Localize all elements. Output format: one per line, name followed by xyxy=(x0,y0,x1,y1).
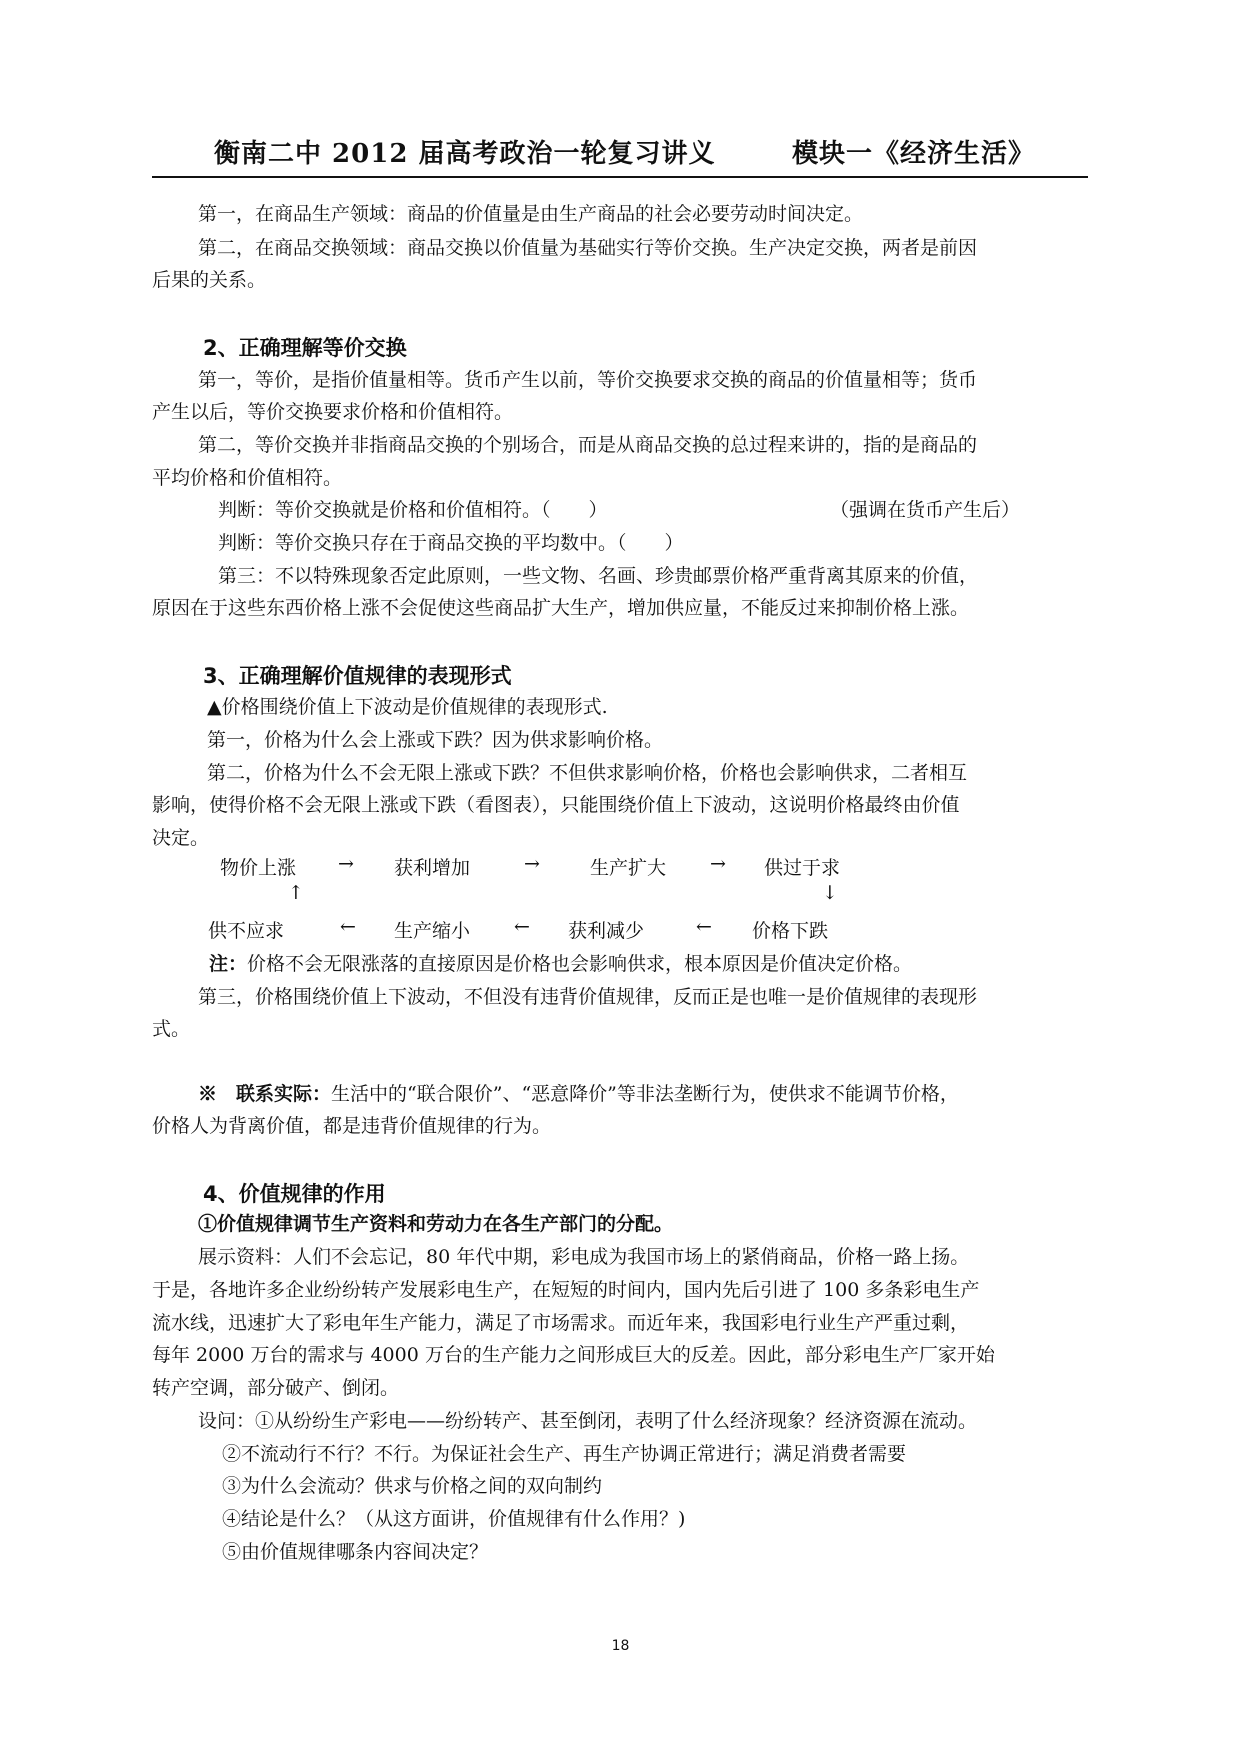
paragraph-line: 每年 2000 万台的需求与 4000 万台的生产能力之间形成巨大的反差。因此，部分彩电生产厂家开始 xyxy=(152,1344,995,1366)
flow-node: 供不应求 xyxy=(208,920,285,942)
question-line: ②不流动行不行？不行。为保证社会生产、再生产协调正常进行；满足消费者需要 xyxy=(222,1443,907,1465)
paragraph-line: 流水线，迅速扩大了彩电年生产能力，满足了市场需求。而近年来，我国彩电行业生产严重过剩， xyxy=(152,1312,970,1334)
section-heading: 3、正确理解价值规律的表现形式 xyxy=(203,664,512,688)
question-line: ③为什么会流动？供求与价格之间的双向制约 xyxy=(222,1475,603,1497)
flow-node: 价格下跌 xyxy=(752,920,829,942)
page-header xyxy=(152,134,1088,178)
note-line xyxy=(209,950,912,978)
paragraph-line: 第二，价格为什么不会无限上涨或下跌？不但供求影响价格，价格也会影响供求，二者相互 xyxy=(207,762,968,784)
arrow-left-icon: ← xyxy=(514,916,530,938)
paragraph-line: 展示资料：人们不会忘记，80 年代中期，彩电成为我国市场上的紧俏商品，价格一路上扬。 xyxy=(198,1246,970,1268)
contact-text: 生活中的“联合限价”、“恶意降价”等非法垄断行为，使供求不能调节价格， xyxy=(331,1083,959,1105)
arrow-down-icon: ↓ xyxy=(822,882,838,904)
paragraph-line: 转产空调，部分破产、倒闭。 xyxy=(152,1377,400,1399)
judgment-question: 判断：等价交换只存在于商品交换的平均数中。（ ） xyxy=(218,532,684,554)
flow-node: 获利增加 xyxy=(394,857,471,879)
arrow-right-icon: → xyxy=(524,853,540,875)
paragraph-line: 式。 xyxy=(152,1018,191,1040)
paragraph-line: 产生以后，等价交换要求价格和价值相符。 xyxy=(152,401,514,423)
judgment-note: （强调在货币产生后） xyxy=(830,499,1021,521)
paragraph-line: 决定。 xyxy=(152,827,210,849)
paragraph-line: 第一，价格为什么会上涨或下跌？因为供求影响价格。 xyxy=(207,729,664,751)
paragraph-line: ▲价格围绕价值上下波动是价值规律的表现形式. xyxy=(207,696,608,718)
judgment-question: 判断：等价交换就是价格和价值相符。（ ） xyxy=(218,499,608,521)
header-module: 模块一《经济生活》 xyxy=(792,139,1036,169)
question-line: 设问：①从纷纷生产彩电——纷纷转产、甚至倒闭，表明了什么经济现象？经济资源在流动。 xyxy=(198,1410,978,1432)
question-line: ④结论是什么？（从这方面讲，价值规律有什么作用？) xyxy=(222,1508,686,1530)
contact-line xyxy=(198,1080,959,1108)
arrow-right-icon: → xyxy=(338,853,354,875)
arrow-left-icon: ← xyxy=(696,916,712,938)
flow-node: 获利减少 xyxy=(568,920,645,942)
section-heading: 4、价值规律的作用 xyxy=(203,1182,386,1206)
question-line: ⑤由价值规律哪条内容间决定？ xyxy=(222,1541,489,1563)
header-title: 衡南二中 2012 届高考政治一轮复习讲义 xyxy=(214,139,716,169)
paragraph-line: 后果的关系。 xyxy=(152,269,267,291)
section-heading: 2、正确理解等价交换 xyxy=(203,336,407,360)
flow-node: 生产缩小 xyxy=(394,920,471,942)
flow-node: 物价上涨 xyxy=(220,857,297,879)
note-label: 注： xyxy=(209,953,248,975)
paragraph-line: 第二，在商品交换领域：商品交换以价值量为基础实行等价交换。生产决定交换，两者是前因 xyxy=(198,237,978,259)
paragraph-line: 价格人为背离价值，都是违背价值规律的行为。 xyxy=(152,1115,552,1137)
subsection-heading: ①价值规律调节生产资料和劳动力在各生产部门的分配。 xyxy=(198,1213,674,1235)
paragraph-line: 第三：不以特殊现象否定此原则，一些文物、名画、珍贵邮票价格严重背离其原来的价值， xyxy=(218,565,979,587)
page-number: 18 xyxy=(611,1638,630,1654)
paragraph-line: 平均价格和价值相符。 xyxy=(152,467,343,489)
paragraph-line: 原因在于这些东西价格上涨不会促使这些商品扩大生产，增加供应量，不能反过来抑制价格上涨。 xyxy=(152,597,970,619)
paragraph-line: 第二，等价交换并非指商品交换的个别场合，而是从商品交换的总过程来讲的，指的是商品的 xyxy=(198,434,978,456)
paragraph-line: 第一，在商品生产领域：商品的价值量是由生产商品的社会必要劳动时间决定。 xyxy=(198,203,864,225)
flow-node: 生产扩大 xyxy=(590,857,667,879)
paragraph-line: 于是，各地许多企业纷纷转产发展彩电生产，在短短的时间内，国内先后引进了 100 多条彩电生产 xyxy=(152,1279,980,1301)
note-text: 价格不会无限涨落的直接原因是价格也会影响供求，根本原因是价值决定价格。 xyxy=(247,953,913,975)
paragraph-line: 第三，价格围绕价值上下波动，不但没有违背价值规律，反而正是也唯一是价值规律的表现形 xyxy=(198,986,978,1008)
contact-label: ※ 联系实际： xyxy=(198,1083,332,1105)
arrow-right-icon: → xyxy=(710,853,726,875)
arrow-up-icon: ↑ xyxy=(288,882,304,904)
paragraph-line: 影响，使得价格不会无限上涨或下跌（看图表），只能围绕价值上下波动，这说明价格最终由价值 xyxy=(152,794,960,816)
paragraph-line: 第一，等价，是指价值量相等。货币产生以前，等价交换要求交换的商品的价值量相等；货币 xyxy=(198,369,978,391)
arrow-left-icon: ← xyxy=(340,916,356,938)
flow-node: 供过于求 xyxy=(764,857,841,879)
